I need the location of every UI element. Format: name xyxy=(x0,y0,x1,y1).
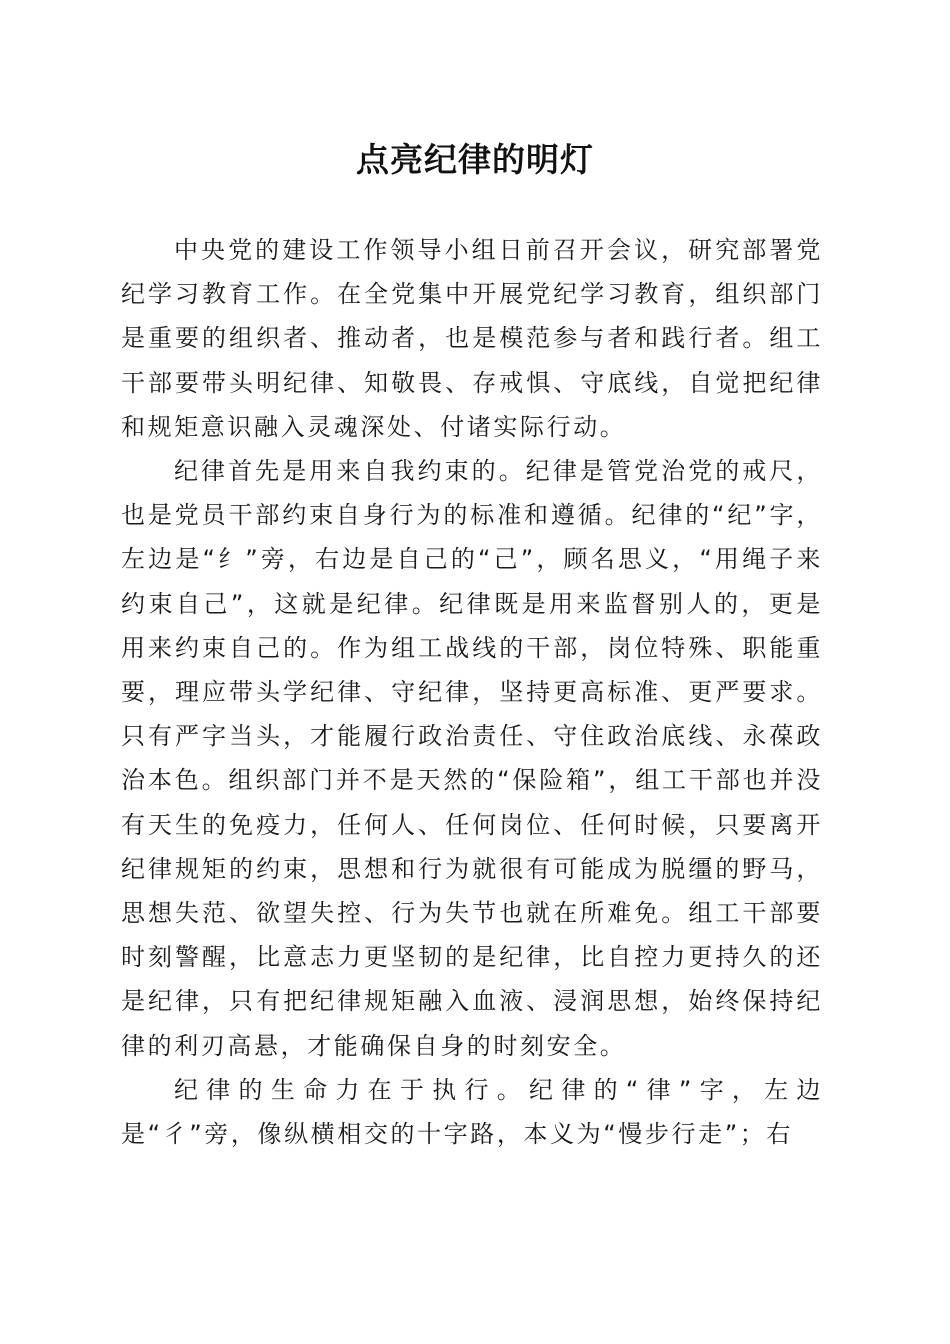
paragraph-3: 纪律的生命力在于执行。纪律的“律”字，左边是“彳”旁，像纵横相交的十字路，本义为“慢步行走”；右 xyxy=(121,1075,823,1149)
document-body xyxy=(121,228,823,1156)
paragraph-2: 纪律首先是用来自我约束的。纪律是管党治党的戒尺，也是党员干部约束自身行为的标准和遵循。纪律的“纪”字，左边是“纟”旁，右边是自己的“己”，顾名思义，“用绳子来约束自己”，这就是纪律。纪律既是用来监督别人的，更是用来约束自己的。作为组工战线的干部，岗位特殊、职能重要，理应带头学纪律、守纪律，坚持更高标准、更严要求。只有严字当头，才能履行政治责任、守住政治底线、永葆政治本色。组织部门并不是天然的“保险箱”，组工干部也并没有天生的免疫力，任何人、任何岗位、任何时候，只要离开纪律规矩的约束，思想和行为就很有可能成为脱缰的野马，思想失范、欲望失控、行为失节也就在所难免。组工干部要时刻警醒，比意志力更坚韧的是纪律，比自控力更持久的还是纪律，只有把纪律规矩融入血液、浸润思想，始终保持纪律的利刃高悬，才能确保自身的时刻安全。 xyxy=(121,457,823,1060)
paragraph-1: 中央党的建设工作领导小组日前召开会议，研究部署党纪学习教育工作。在全党集中开展党纪学习教育，组织部门是重要的组织者、推动者，也是模范参与者和践行者。组工干部要带头明纪律、知敬畏、存戒惧、守底线，自觉把纪律和规矩意识融入灵魂深处、付诸实际行动。 xyxy=(121,236,823,441)
document-title: 点亮纪律的明灯 xyxy=(356,140,594,179)
